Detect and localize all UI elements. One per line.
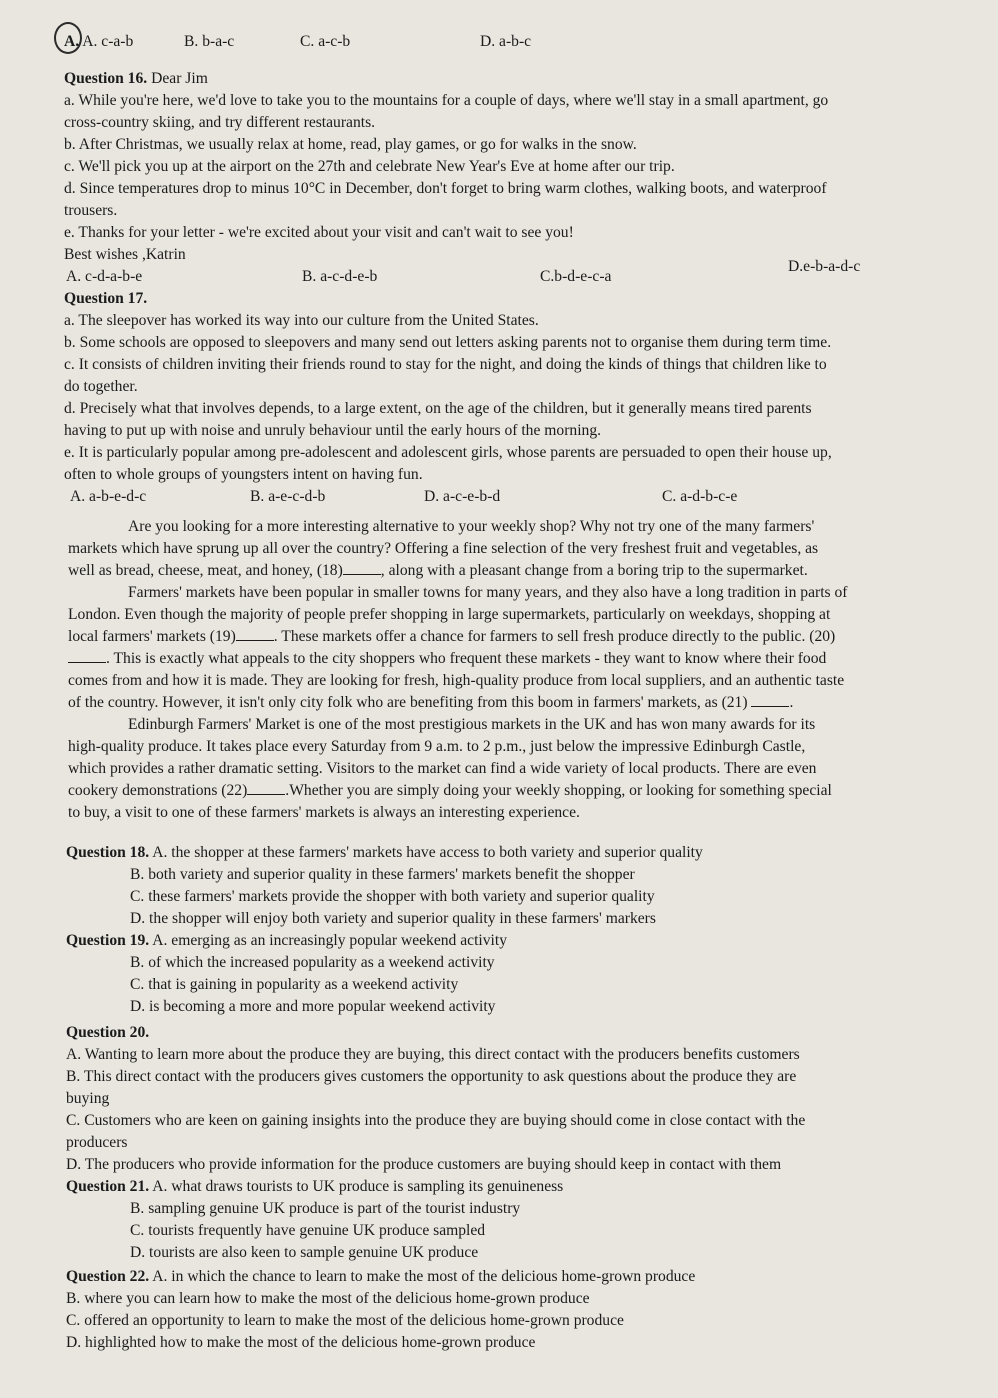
q17-option-d: D. a-c-e-b-d (424, 488, 501, 505)
q16-options (64, 258, 940, 288)
q20-option-b: B. This direct contact with the producers gives customers the opportunity to ask questions about the produce they are (66, 1068, 797, 1085)
q15-option-a: A. A. c-a-b (64, 33, 134, 50)
blank-20 (68, 649, 106, 663)
q16-sentence-a-cont: cross-country skiing, and try different restaurants. (64, 114, 376, 131)
q21-option-a: A. what draws tourists to UK produce is sampling its genuineness (152, 1178, 564, 1195)
passage-line: comes from and how it is made. They are looking for fresh, high-quality produce from local suppliers, and an authentic taste (68, 672, 845, 689)
q16-option-d: D.e-b-a-d-c (788, 258, 861, 275)
q17-option-b: B. a-e-c-d-b (250, 488, 326, 505)
q20-option-b-cont: buying (66, 1090, 110, 1107)
q17-option-a: A. a-b-e-d-c (70, 488, 147, 505)
passage-text: .Whether you are simply doing your weekly shopping, or looking for something special (285, 782, 832, 799)
blank-22 (247, 781, 285, 795)
q17-sentence-d-cont: having to put up with noise and unruly behaviour until the early hours of the morning. (64, 422, 602, 439)
blank-21 (751, 693, 789, 707)
q17-sentence-d: d. Precisely what that involves depends, to a large extent, on the age of the children, but it generally means tired parents (64, 400, 812, 417)
q17-sentence-c-cont: do together. (64, 378, 138, 395)
q16-salutation: Dear Jim (151, 70, 208, 87)
q22-option-d: D. highlighted how to make the most of the delicious home-grown produce (66, 1334, 536, 1351)
q16-title: Question 16. (64, 70, 148, 87)
q17-sentence-b: b. Some schools are opposed to sleepovers and many send out letters asking parents not to organise them during term time. (64, 334, 832, 351)
q21-title: Question 21. (66, 1178, 150, 1195)
question-20 (66, 1022, 942, 1176)
q16-sentence-d: d. Since temperatures drop to minus 10°C in December, don't forget to bring warm clothes, walking boots, and waterproof (64, 180, 827, 197)
q22-option-b: B. where you can learn how to make the most of the delicious home-grown produce (66, 1290, 590, 1307)
passage-text: , along with a pleasant change from a boring trip to the supermarket. (380, 562, 808, 579)
question-22 (66, 1266, 942, 1354)
q16-option-c: C.b-d-e-c-a (540, 268, 612, 285)
blank-18 (343, 561, 381, 575)
passage-line: Farmers' markets have been popular in smaller towns for many years, and they also have a long tradition in parts of (128, 584, 848, 601)
q17-sentence-c: c. It consists of children inviting their friends round to stay for the night, and doing the kinds of things that children like to (64, 356, 827, 373)
q16-sentence-e: e. Thanks for your letter - we're excited about your visit and can't wait to see you! (64, 224, 574, 241)
q20-option-c: C. Customers who are keen on gaining insights into the produce they are buying should come in close contact with the (66, 1112, 806, 1129)
question-19 (66, 930, 942, 1018)
q16-sentence-c: c. We'll pick you up at the airport on the 27th and celebrate New Year's Eve at home after our trip. (64, 158, 675, 175)
q19-option-c: C. that is gaining in popularity as a weekend activity (130, 976, 459, 993)
passage-line-blank-18 (68, 560, 940, 582)
q18-option-a: A. the shopper at these farmers' markets have access to both variety and superior quality (152, 844, 703, 861)
q19-title: Question 19. (66, 932, 150, 949)
passage-text: . These markets offer a chance for farmers to sell fresh produce directly to the public. (20) (273, 628, 836, 645)
q19-option-d: D. is becoming a more and more popular weekend activity (130, 998, 496, 1015)
passage-line-blank-19 (68, 626, 940, 648)
passage-text: . This is exactly what appeals to the city shoppers who frequent these markets - they want to know where their food (106, 650, 827, 667)
passage-line: markets which have sprung up all over the country? Offering a fine selection of the very freshest fruit and vegetables, as (68, 540, 819, 557)
question-18 (66, 842, 942, 930)
q16-closing: Best wishes ,Katrin (64, 246, 186, 263)
q17-options (64, 486, 940, 508)
reading-passage (68, 516, 940, 824)
q21-option-b: B. sampling genuine UK produce is part of the tourist industry (130, 1200, 521, 1217)
q20-option-c-cont: producers (66, 1134, 128, 1151)
question-17 (64, 288, 940, 508)
q18-option-b: B. both variety and superior quality in these farmers' markets benefit the shopper (130, 866, 635, 883)
q16-sentence-d-cont: trousers. (64, 202, 118, 219)
q18-option-c: C. these farmers' markets provide the shopper with both variety and superior quality (130, 888, 655, 905)
passage-text: well as bread, cheese, meat, and honey, (18) (68, 562, 343, 579)
passage-text: cookery demonstrations (22) (68, 782, 248, 799)
q18-title: Question 18. (66, 844, 150, 861)
q17-title: Question 17. (64, 290, 148, 307)
q15-option-a-text: A. c-a-b (82, 33, 134, 50)
passage-line: London. Even though the majority of people prefer shopping in large supermarkets, particularly on weekdays, shopping at (68, 606, 831, 623)
passage-line: which provides a rather dramatic setting. Visitors to the market can find a wide variety of local products. There are even (68, 760, 817, 777)
q19-option-b: B. of which the increased popularity as a weekend activity (130, 954, 495, 971)
q17-sentence-e-cont: often to whole groups of youngsters intent on having fun. (64, 466, 423, 483)
passage-line-blank-21 (68, 692, 940, 714)
passage-line-blank-20 (68, 648, 940, 670)
q16-option-b: B. a-c-d-e-b (302, 268, 378, 285)
passage-line: Edinburgh Farmers' Market is one of the most prestigious markets in the UK and has won many awards for its (128, 716, 816, 733)
q22-option-c: C. offered an opportunity to learn to make the most of the delicious home-grown produce (66, 1312, 624, 1329)
q18-option-d: D. the shopper will enjoy both variety and superior quality in these farmers' markers (130, 910, 656, 927)
q17-sentence-a: a. The sleepover has worked its way into our culture from the United States. (64, 312, 539, 329)
question-21 (66, 1176, 942, 1264)
q15-option-d: D. a-b-c (480, 33, 532, 50)
passage-line: Are you looking for a more interesting alternative to your weekly shop? Why not try one of the many farmers' (128, 518, 815, 535)
q20-title: Question 20. (66, 1024, 150, 1041)
q21-option-c: C. tourists frequently have genuine UK produce sampled (130, 1222, 486, 1239)
q20-option-a: A. Wanting to learn more about the produce they are buying, this direct contact with the producers benefits customers (66, 1046, 800, 1063)
blank-19 (236, 627, 274, 641)
q17-sentence-e: e. It is particularly popular among pre-adolescent and adolescent girls, whose parents are persuaded to open their house up, (64, 444, 832, 461)
question-16 (64, 68, 940, 288)
passage-text: . (789, 694, 794, 711)
q16-option-a: A. c-d-a-b-e (66, 268, 143, 285)
passage-line: high-quality produce. It takes place every Saturday from 9 a.m. to 2 p.m., just below the impressive Edinburgh Castle, (68, 738, 806, 755)
passage-line-blank-22 (68, 780, 940, 802)
q16-sentence-b: b. After Christmas, we usually relax at home, read, play games, or go for walks in the snow. (64, 136, 637, 153)
passage-text: local farmers' markets (19) (68, 628, 236, 645)
q16-sentence-a: a. While you're here, we'd love to take you to the mountains for a couple of days, where we'll stay in a small apartment, go (64, 92, 829, 109)
q19-option-a: A. emerging as an increasingly popular weekend activity (152, 932, 508, 949)
q21-option-d: D. tourists are also keen to sample genuine UK produce (130, 1244, 479, 1261)
q20-option-d: D. The producers who provide information for the produce customers are buying should keep in contact with them (66, 1156, 782, 1173)
q22-option-a: A. in which the chance to learn to make the most of the delicious home-grown produce (152, 1268, 696, 1285)
passage-text: of the country. However, it isn't only city folk who are benefiting from this boom in farmers' markets, as (21) (68, 694, 748, 711)
q22-title: Question 22. (66, 1268, 150, 1285)
passage-line: to buy, a visit to one of these farmers' markets is always an interesting experience. (68, 804, 580, 821)
q15-option-b: B. b-a-c (184, 33, 235, 50)
q17-option-c: C. a-d-b-c-e (662, 488, 738, 505)
q15-option-c: C. a-c-b (300, 33, 351, 50)
